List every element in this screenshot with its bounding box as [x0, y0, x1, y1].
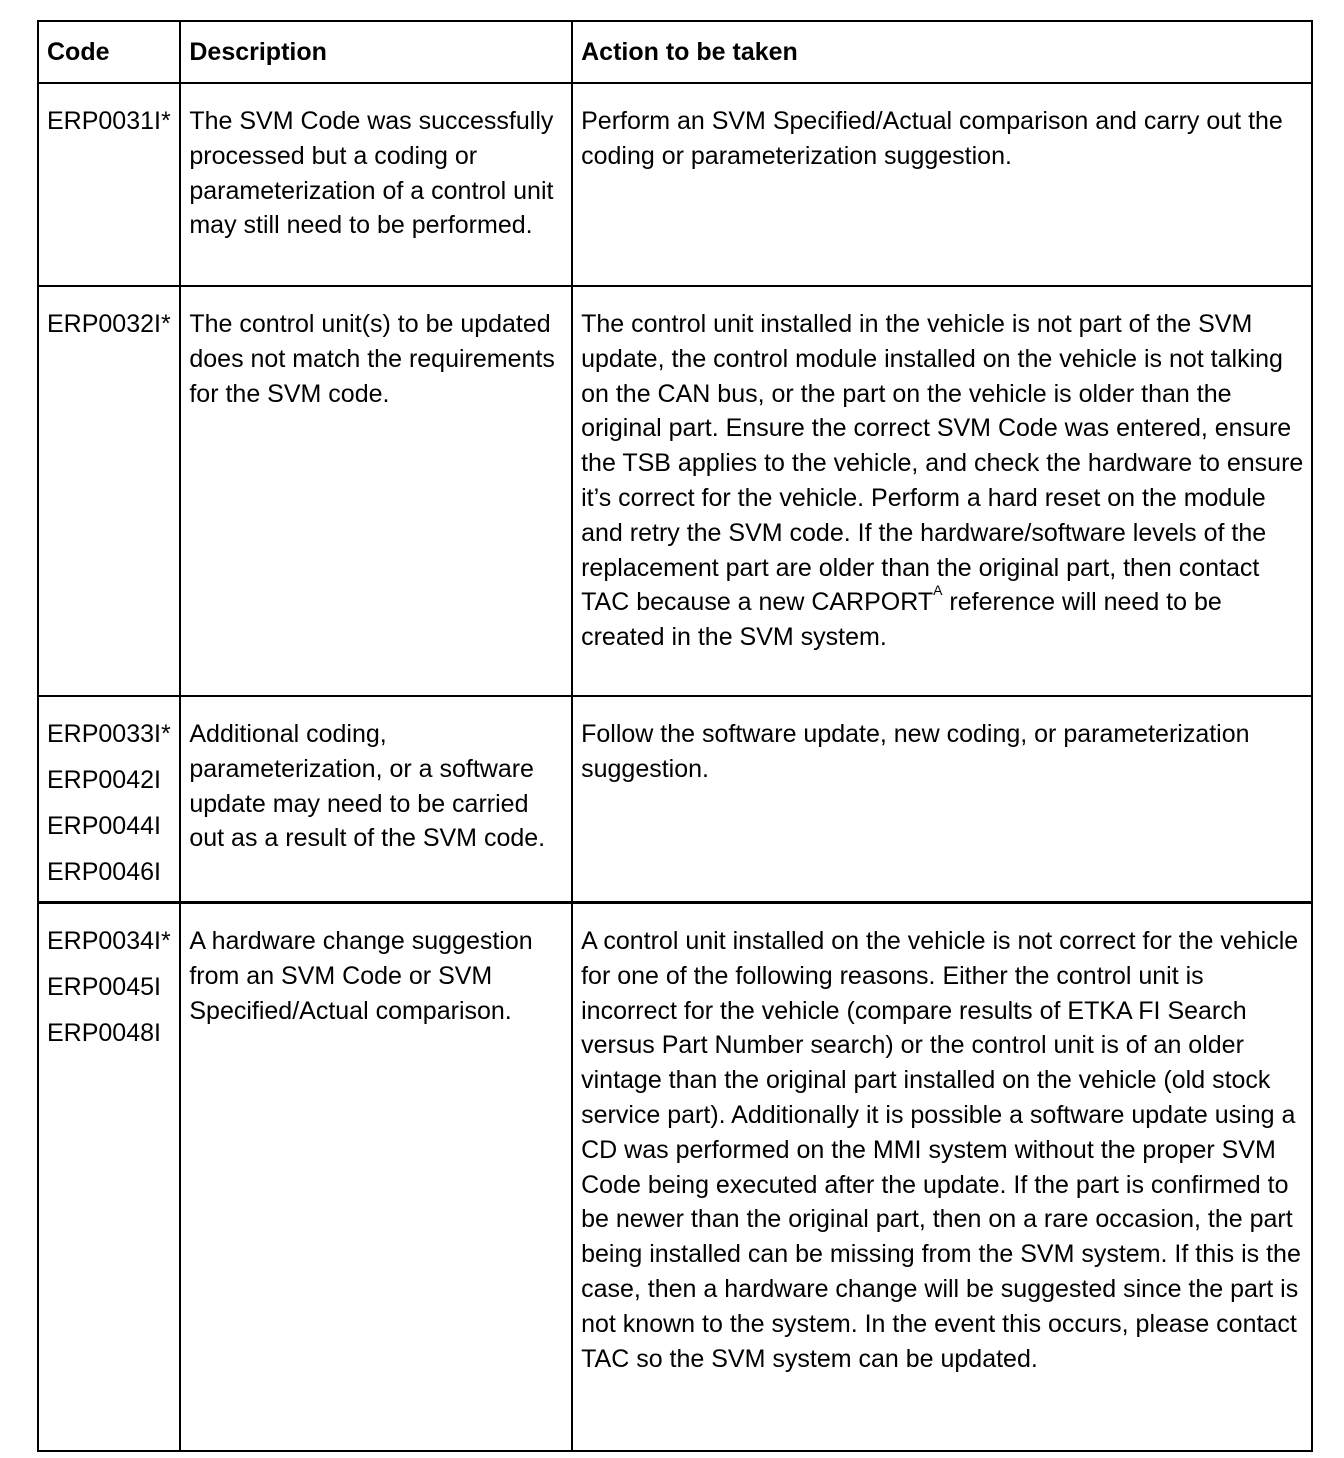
table-header-row: [38, 21, 1312, 83]
table-row: [38, 83, 1312, 286]
description-cell: [180, 83, 572, 286]
description-text: Additional coding, parameterization, or a software update may need to be carried out as a result of the SVM code.: [189, 720, 546, 853]
header-action: Action to be taken: [572, 21, 1312, 83]
code-cell: [38, 286, 180, 696]
action-text: Perform an SVM Specified/Actual comparison and carry out the coding or parameterization suggestion.: [581, 107, 1283, 170]
table-row: [38, 696, 1312, 903]
description-cell: [180, 903, 572, 1452]
table-row: [38, 903, 1312, 1452]
action-cell: [572, 903, 1312, 1452]
action-text: Follow the software update, new coding, or parameterization suggestion.: [581, 720, 1250, 783]
action-cell: [572, 83, 1312, 286]
error-code: ERP0031I*: [47, 107, 171, 135]
error-code: ERP0033I*: [47, 720, 171, 748]
description-cell: [180, 696, 572, 903]
description-text: The SVM Code was successfully processed but a coding or parameterization of a control unit may still need to be performed.: [189, 107, 554, 240]
error-code: ERP0044I: [47, 812, 161, 840]
error-code: ERP0032I*: [47, 310, 171, 338]
action-text: A control unit installed on the vehicle is not correct for the vehicle for one of the following reasons. Either the control unit is incorrect for the vehicle (compare results of ETKA FI Search versus Part Number search) or the control unit is of an older vintage than the original part installed on the vehicle (old stock service part). Additionally it is possible a software update using a CD was performed on the MMI system without the proper SVM Code being executed after the update. If the part is confirmed to be newer than the original part, then on a rare occasion, the part being installed can be missing from the SVM system. If this is the case, then a hardware change will be suggested since the part is not known to the system. In the event this occurs, please contact TAC so the SVM system can be updated.: [581, 927, 1301, 1373]
footnote-marker: A: [933, 582, 943, 599]
description-text: A hardware change suggestion from an SVM Code or SVM Specified/Actual comparison.: [189, 927, 533, 1025]
error-code-table: [37, 20, 1313, 1452]
code-cell: [38, 903, 180, 1452]
code-cell: [38, 696, 180, 903]
error-code: ERP0048I: [47, 1019, 161, 1047]
description-cell: [180, 286, 572, 696]
description-text: The control unit(s) to be updated does not match the requirements for the SVM code.: [189, 310, 555, 408]
header-description: Description: [180, 21, 572, 83]
action-cell: [572, 286, 1312, 696]
header-code: Code: [38, 21, 180, 83]
table-row: [38, 286, 1312, 696]
error-code: ERP0034I*: [47, 927, 171, 955]
error-code: ERP0045I: [47, 973, 161, 1001]
action-text-continued: reference will need to be created in the SVM system.: [581, 588, 1222, 652]
code-cell: [38, 83, 180, 286]
error-code: ERP0042I: [47, 766, 161, 794]
error-code: ERP0046I: [47, 858, 161, 886]
action-cell: [572, 696, 1312, 903]
action-text: The control unit installed in the vehicle is not part of the SVM update, the control module installed on the vehicle is not talking on the CAN bus, or the part on the vehicle is older than the original part. Ensure the correct SVM Code was entered, ensure the TSB applies to the vehicle, and check the hardware to ensure it’s correct for the vehicle. Perform a hard reset on the module and retry the SVM code. If the hardware/software levels of the replacement part are older than the original part, then contact TAC because a new CARPORT: [581, 310, 1304, 617]
